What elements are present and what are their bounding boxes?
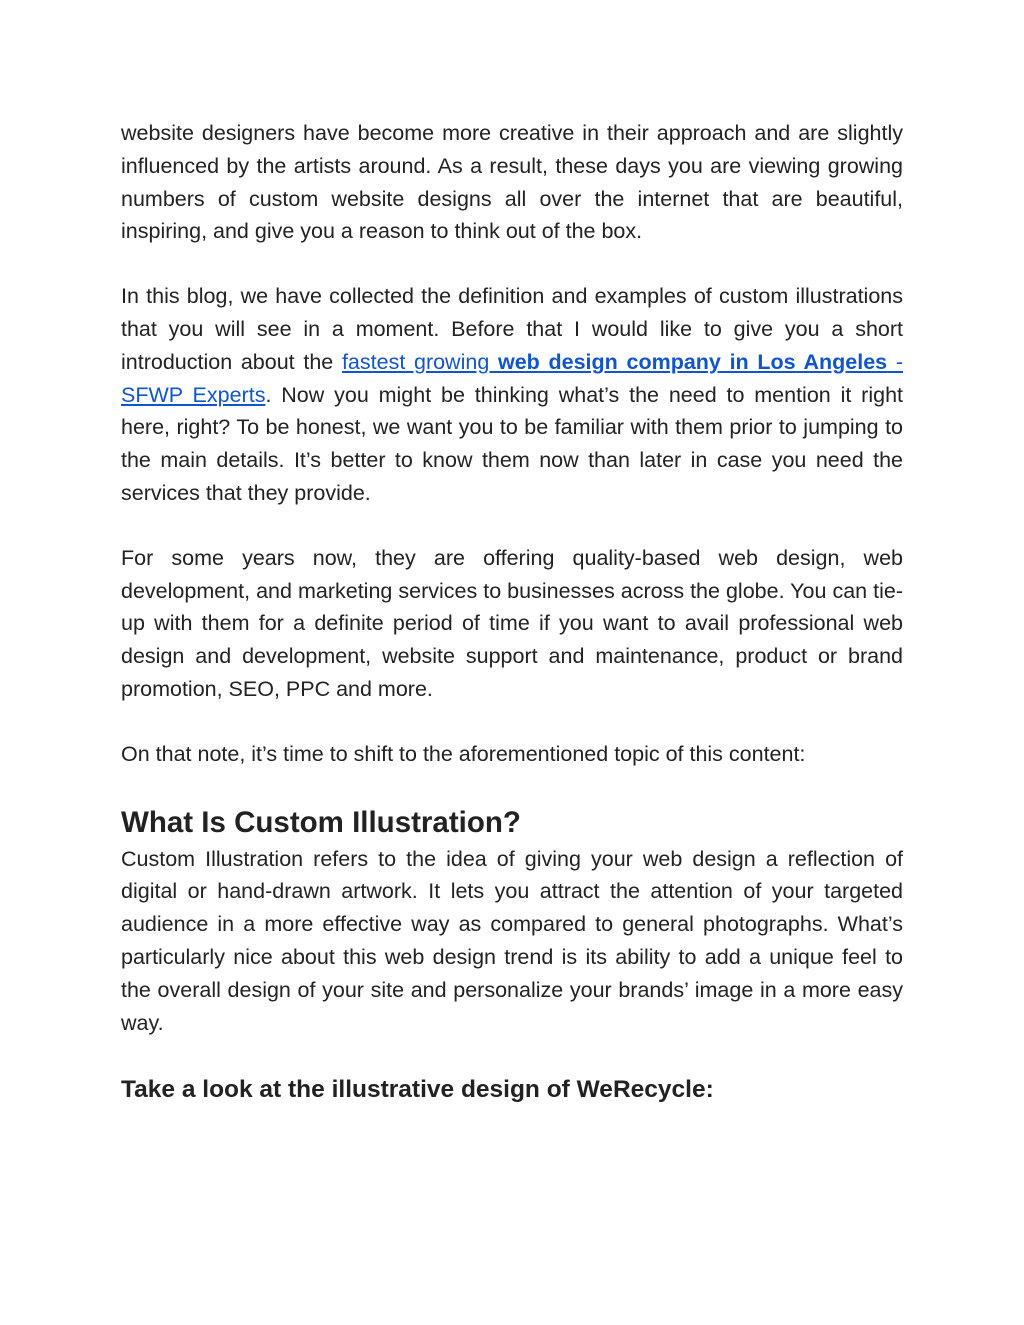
company-link-text-bold: web design company in Los Angeles — [497, 349, 888, 374]
paragraph-blog-intro-text-before: In this blog, we have collected the definition and examples of custom illustrations that you will see in a moment. Before that I would like to give you a short introduction about the — [121, 284, 903, 374]
company-link-text-regular: fastest growing — [341, 349, 498, 374]
heading-custom-illustration: What Is Custom Illustration? — [121, 805, 521, 839]
paragraph-blog-intro — [121, 280, 903, 510]
paragraph-transition: On that note, it’s time to shift to the aforementioned topic of this content: — [121, 741, 806, 766]
paragraph-intro: website designers have become more creative in their approach and are slightly influenced by the artists around. As a result, these days you are viewing growing numbers of custom website designs all over the internet that are beautiful, inspiring, and give you a reason to think out of the box. — [121, 121, 903, 244]
paragraph-custom-illustration-definition: Custom Illustration refers to the idea of giving your web design a reflection of digital or hand-drawn artwork. It lets you attract the attention of your targeted audience in a more effective way as compared to general photographs. What’s particularly nice about this web design trend is its ability to add a unique feel to the overall design of your site and personalize your brands’ image in a more easy way. — [121, 846, 903, 1035]
document-page — [121, 117, 903, 1107]
paragraph-services: For some years now, they are offering quality-based web design, web development, and marketing services to businesses across the globe. You can tie-up with them for a definite period of time if you want to avail professional web design and development, website support and maintenance, product or brand promotion, SEO, PPC and more. — [121, 545, 903, 701]
heading-werecycle: Take a look at the illustrative design of WeRecycle: — [121, 1076, 714, 1104]
company-link-text-suffix: - SFWP Experts — [121, 349, 903, 407]
paragraph-blog-intro-text-after: . Now you might be thinking what’s the need to mention it right here, right? To be honest, we want you to be familiar with them prior to jumping to the main details. It’s better to know them now than later in case you need the services that they provide. — [121, 382, 903, 505]
